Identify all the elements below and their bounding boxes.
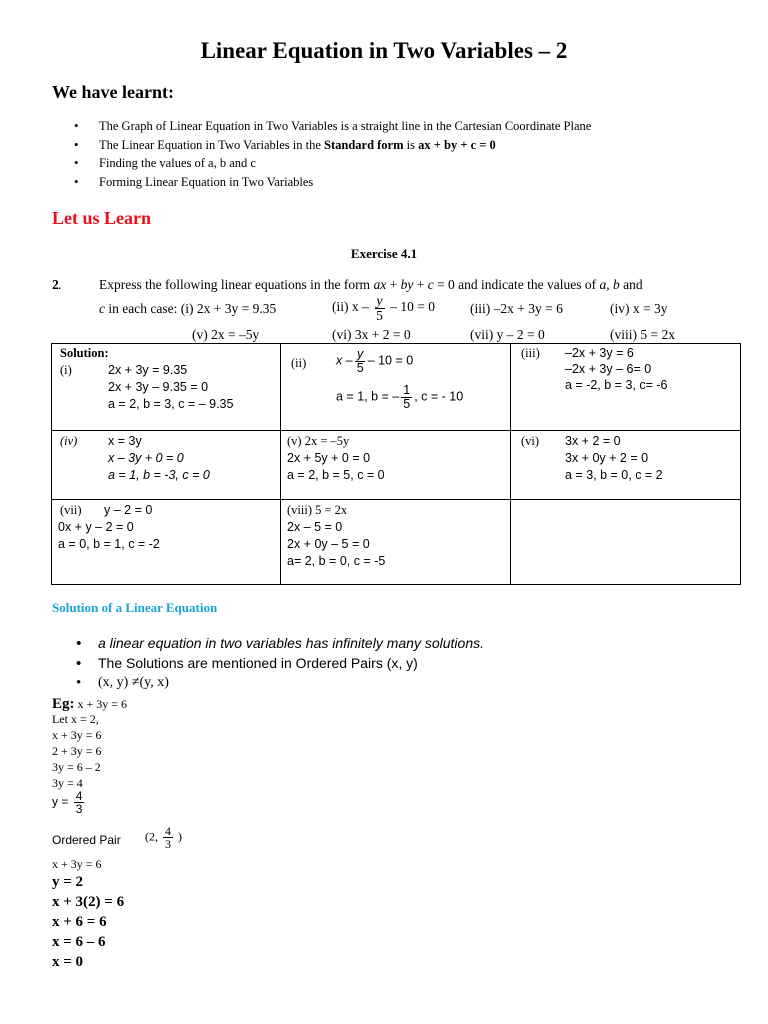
- denominator: 3: [75, 802, 83, 816]
- let-us-learn-heading: Let us Learn: [52, 208, 151, 228]
- eg-equation: x + 3y = 6: [74, 697, 128, 711]
- example-step-2: x = 6 – 6: [52, 934, 106, 950]
- list-item-text: is: [403, 137, 419, 152]
- solution-cell-ii: [281, 344, 511, 431]
- standard-form-label: Standard form: [324, 137, 404, 152]
- example-step: Let x = 2,: [52, 712, 99, 726]
- var-c: c: [99, 301, 105, 316]
- list-item-text: The Graph of Linear Equation in Two Variables is a straight line in the Cartesian Coordinate Plane: [99, 119, 592, 133]
- cell-label: (ii): [291, 356, 307, 370]
- cell-text: x –: [336, 353, 353, 368]
- cell-line: [336, 348, 413, 374]
- cell-line: a = 2, b = 5, c = 0: [287, 468, 385, 482]
- fraction: [374, 294, 385, 322]
- part-v: (v) 2x = –5y: [192, 327, 260, 342]
- list-item: [74, 156, 591, 175]
- cell-line: a= 2, b = 0, c = -5: [287, 554, 386, 568]
- solution-section-heading: Solution of a Linear Equation: [52, 600, 218, 615]
- exercise-title: Exercise 4.1: [350, 246, 418, 261]
- cell-line: 2x + 3y = 9.35: [108, 363, 188, 377]
- ordered-pair: [145, 825, 182, 850]
- denominator: 5: [356, 360, 364, 375]
- solution-list: [76, 635, 484, 695]
- list-item: [76, 635, 484, 655]
- question-text: = 0 and indicate the values of: [433, 277, 600, 292]
- fraction: [355, 348, 366, 374]
- question-text: Express the following linear equations in the form: [99, 277, 374, 292]
- fraction: [74, 790, 85, 815]
- question-number: 2: [52, 277, 59, 292]
- var-by: by: [400, 277, 414, 292]
- cell-line: 3x + 0y + 2 = 0: [565, 451, 649, 465]
- part-iv: (iv) x = 3y: [610, 301, 668, 316]
- example-step-2: x = 0: [52, 954, 84, 970]
- example-text: (2,: [145, 829, 161, 844]
- solution-table: [51, 343, 741, 585]
- standard-form-equation: ax + by + c = 0: [418, 137, 496, 152]
- example-step: 3y = 6 – 2: [52, 760, 101, 774]
- list-item: [76, 655, 484, 675]
- list-item: [74, 119, 591, 138]
- list-item-text: (x, y) ≠(y, x): [98, 675, 169, 690]
- cell-label: (viii) 5 = 2x: [287, 503, 348, 517]
- solution-cell-iii: [511, 344, 741, 431]
- cell-label: (i): [60, 363, 72, 377]
- example-text: y =: [52, 794, 72, 809]
- solution-cell-viii: [281, 500, 511, 585]
- example-y-fraction: [52, 790, 86, 815]
- eg-label: Eg:: [52, 696, 75, 712]
- list-item-text: Finding the values of a, b and c: [99, 156, 256, 170]
- cell-line: 0x + y – 2 = 0: [58, 520, 134, 534]
- example-heading: [52, 695, 127, 713]
- numerator: 4: [165, 824, 171, 838]
- denominator: 5: [376, 307, 383, 323]
- var-ax: ax: [373, 277, 387, 292]
- cell-label: (iii): [521, 346, 540, 360]
- cell-text: – 10 = 0: [367, 353, 414, 368]
- cell-label: (vii): [60, 503, 82, 517]
- cell-text: , c = - 10: [414, 389, 464, 404]
- cell-line: a = 0, b = 1, c = -2: [58, 537, 160, 551]
- var-c: c: [427, 277, 434, 292]
- var-b: b: [613, 277, 620, 292]
- solution-cell-vi: [511, 431, 741, 500]
- cell-line: a = 1, b = -3, c = 0: [108, 468, 210, 482]
- cell-line: a = 3, b = 0, c = 2: [565, 468, 663, 482]
- part-viii: (viii) 5 = 2x: [610, 327, 675, 342]
- list-item: [74, 138, 591, 157]
- question-text: ,: [606, 277, 613, 292]
- example-step: 2 + 3y = 6: [52, 744, 102, 758]
- question-text: +: [386, 277, 401, 292]
- part-text: – 10 = 0: [386, 299, 435, 315]
- example-step: 3y = 4: [52, 776, 83, 790]
- list-item: [76, 675, 484, 695]
- fraction: [401, 384, 412, 410]
- fraction: [163, 825, 173, 850]
- cell-line: 2x + 3y – 9.35 = 0: [108, 380, 209, 394]
- part-text: (ii) x –: [332, 299, 373, 315]
- cell-line: –2x + 3y – 6= 0: [565, 362, 652, 376]
- cell-line: 2x – 5 = 0: [287, 520, 343, 534]
- question-text: and: [619, 277, 643, 292]
- example-step-2: x + 6 = 6: [52, 914, 107, 930]
- list-item: [74, 175, 591, 194]
- numerator: y: [357, 347, 364, 361]
- solution-cell-v: [281, 431, 511, 500]
- question-dot: .: [58, 277, 62, 292]
- question-text: in each case:: [105, 301, 181, 316]
- cell-text: a = 1, b = –: [336, 389, 400, 404]
- cell-line: 3x + 2 = 0: [565, 434, 621, 448]
- example-step-2: x + 3(2) = 6: [52, 894, 125, 910]
- question-line-2: [99, 301, 276, 317]
- learnt-list: [74, 119, 591, 193]
- denominator: 3: [165, 837, 171, 851]
- cell-line: 2x + 5y + 0 = 0: [287, 451, 371, 465]
- part-vi: (vi) 3x + 2 = 0: [332, 327, 411, 342]
- cell-line: a = -2, b = 3, c= -6: [565, 378, 668, 392]
- page-title: Linear Equation in Two Variables – 2: [200, 38, 568, 63]
- cell-line: 2x + 0y – 5 = 0: [287, 537, 370, 551]
- ordered-pair-label: Ordered Pair: [52, 833, 121, 847]
- cell-line: y – 2 = 0: [104, 503, 153, 517]
- cell-line: x = 3y: [108, 434, 142, 448]
- cell-line: [336, 384, 463, 410]
- example-step-2: y = 2: [52, 874, 84, 890]
- cell-line: a = 2, b = 3, c = – 9.35: [108, 397, 234, 411]
- var-a: a: [599, 277, 607, 292]
- cell-line: –2x + 3y = 6: [565, 346, 634, 360]
- list-item-text: The Solutions are mentioned in Ordered Pairs (x, y): [98, 655, 418, 671]
- numerator: 1: [403, 383, 411, 397]
- part-ii: [332, 294, 435, 322]
- denominator: 5: [403, 396, 411, 411]
- part-i: (i) 2x + 3y = 9.35: [180, 301, 277, 316]
- question-text: +: [413, 277, 428, 292]
- numerator: 4: [75, 789, 83, 803]
- learnt-heading: We have learnt:: [52, 82, 174, 102]
- cell-label: (v) 2x = –5y: [287, 434, 350, 448]
- solution-cell-iv: [52, 431, 281, 500]
- solution-cell-empty: [511, 500, 741, 585]
- example-equation-2: x + 3y = 6: [52, 857, 102, 871]
- part-iii: (iii) –2x + 3y = 6: [470, 301, 563, 316]
- numerator: y: [376, 293, 383, 308]
- cell-label: (vi): [521, 434, 540, 448]
- example-text: ): [175, 829, 182, 844]
- part-vii: (vii) y – 2 = 0: [470, 327, 545, 342]
- list-item-text: The Linear Equation in Two Variables in the: [99, 137, 324, 152]
- cell-label: (iv): [60, 434, 78, 448]
- solution-cell-vii: [52, 500, 281, 585]
- list-item-text: a linear equation in two variables has infinitely many solutions.: [98, 635, 484, 651]
- question-line-1: [99, 277, 643, 293]
- example-step: x + 3y = 6: [52, 728, 102, 742]
- list-item-text: Forming Linear Equation in Two Variables: [99, 174, 314, 189]
- solution-heading: Solution:: [60, 346, 109, 360]
- cell-line: x – 3y + 0 = 0: [108, 451, 184, 465]
- solution-cell-i: [52, 344, 281, 431]
